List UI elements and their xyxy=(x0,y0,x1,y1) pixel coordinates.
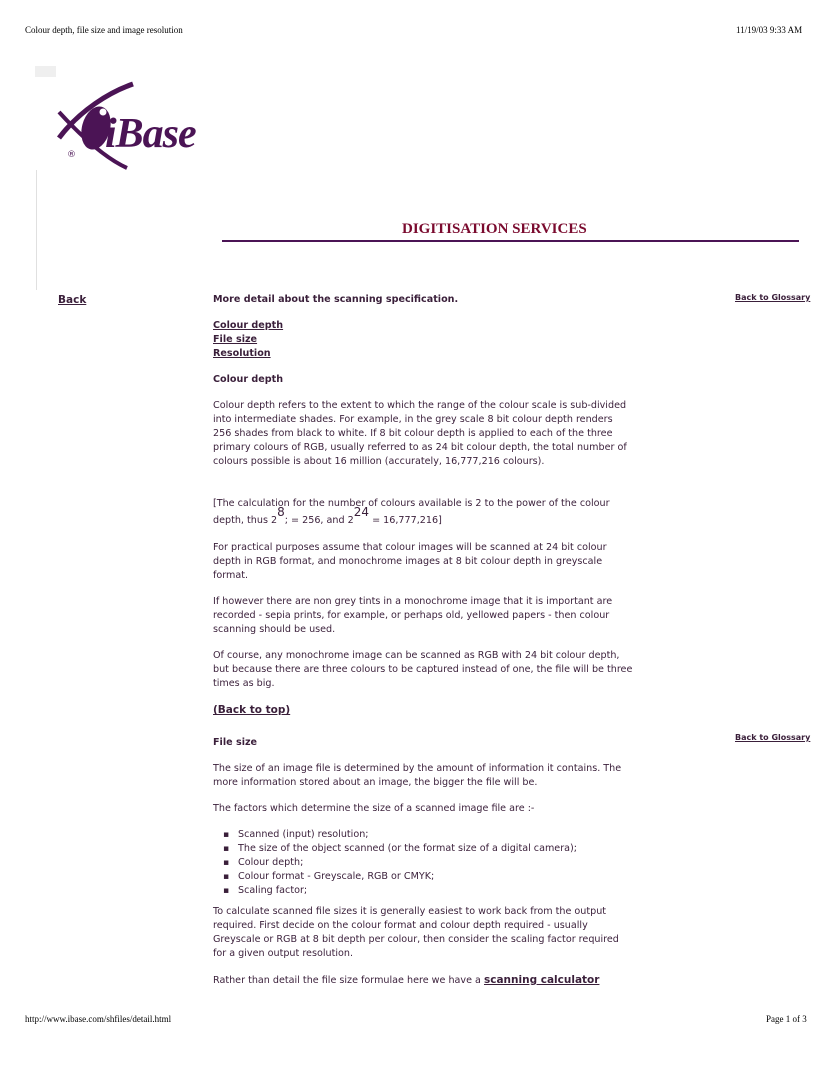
intro-heading: More detail about the scanning specification. xyxy=(213,294,459,305)
page-title: DIGITISATION SERVICES xyxy=(402,221,587,237)
list-item: ▪ The size of the object scanned (or the format size of a digital camera); xyxy=(213,842,633,856)
back-to-glossary-link-2[interactable]: Back to Glossary xyxy=(735,733,811,742)
file-size-factors-list xyxy=(213,828,633,898)
back-to-glossary-link-1[interactable]: Back to Glossary xyxy=(735,293,811,302)
title-rule xyxy=(222,240,799,242)
toc-colour-depth-link[interactable]: Colour depth xyxy=(213,320,284,331)
calc-text-a: [The calculation for the number of colours available is 2 to the power of the colour depth, thus 2 xyxy=(213,498,610,526)
list-item: ▪ Scanned (input) resolution; xyxy=(213,828,633,842)
file-size-paragraph-4 xyxy=(213,973,633,988)
file-size-paragraph-2: The factors which determine the size of a scanned image file are :- xyxy=(213,803,535,814)
left-divider xyxy=(36,170,37,290)
file-size-paragraph-1: The size of an image file is determined by the amount of information it contains. The more information stored about an image, the bigger the file will be. xyxy=(213,763,622,788)
ibase-logo[interactable] xyxy=(55,80,215,175)
print-header-title: Colour depth, file size and image resolution xyxy=(25,25,183,35)
registered-mark: ® xyxy=(67,150,76,160)
file-size-paragraph-3: To calculate scanned file sizes it is generally easiest to work back from the output required. First decide on the colour format and colour depth required - usually Greyscale or RGB at 8 bit depth per colour, then consider the scaling factor required for a given output resolution. xyxy=(213,906,619,959)
list-item: ▪ Scaling factor; xyxy=(213,884,633,898)
colour-calculation-paragraph xyxy=(213,495,633,529)
calc-text-c: = 16,777,216] xyxy=(369,515,442,526)
print-footer-page: Page 1 of 3 xyxy=(766,1014,807,1024)
toc-file-size-link[interactable]: File size xyxy=(213,334,258,345)
colour-depth-paragraph-5: Of course, any monochrome image can be scanned as RGB with 24 bit colour depth, but because there are three colours to be captured instead of one, the file will be three times as big. xyxy=(213,650,633,689)
back-to-top-link[interactable]: (Back to top) xyxy=(213,704,291,716)
print-footer-url: http://www.ibase.com/shfiles/detail.html xyxy=(25,1014,172,1024)
calc-text-b: ; = 256, and 2 xyxy=(284,515,354,526)
logo-text: iBase xyxy=(105,111,196,157)
placeholder-square xyxy=(35,66,56,77)
table-of-contents xyxy=(213,319,633,361)
file-size-heading: File size xyxy=(213,737,258,748)
colour-depth-paragraph-1: Colour depth refers to the extent to which the range of the colour scale is sub-divided into intermediate shades. For example, in the grey scale 8 bit colour depth renders 256 shades from black to white. If 8 bit colour depth is applied to each of the three primary colours of RGB, usually referred to as 24 bit colour depth, the total number of colours possible is about 16 million (accurately, 16,777,216 colours). xyxy=(213,400,627,467)
back-link[interactable]: Back xyxy=(58,294,87,306)
scanning-calculator-link[interactable]: scanning calculator xyxy=(483,974,600,986)
colour-depth-paragraph-4: If however there are non grey tints in a monochrome image that it is important are recorded - sepia prints, for example, or perhaps old, yellowed papers - then colour scanning should be used. xyxy=(213,596,613,635)
colour-depth-paragraph-3: For practical purposes assume that colour images will be scanned at 24 bit colour depth in RGB format, and monochrome images at 8 bit colour depth in greyscale format. xyxy=(213,542,607,581)
exponent-24: 24 xyxy=(353,505,370,519)
calculator-intro-text: Rather than detail the file size formulae here we have a xyxy=(213,975,484,986)
list-item: ▪ Colour format - Greyscale, RGB or CMYK; xyxy=(213,870,633,884)
list-item: ▪ Colour depth; xyxy=(213,856,633,870)
colour-depth-heading: Colour depth xyxy=(213,374,284,385)
toc-resolution-link[interactable]: Resolution xyxy=(213,348,271,359)
print-header-datetime: 11/19/03 9:33 AM xyxy=(736,25,803,35)
exponent-8: 8 xyxy=(277,505,285,519)
